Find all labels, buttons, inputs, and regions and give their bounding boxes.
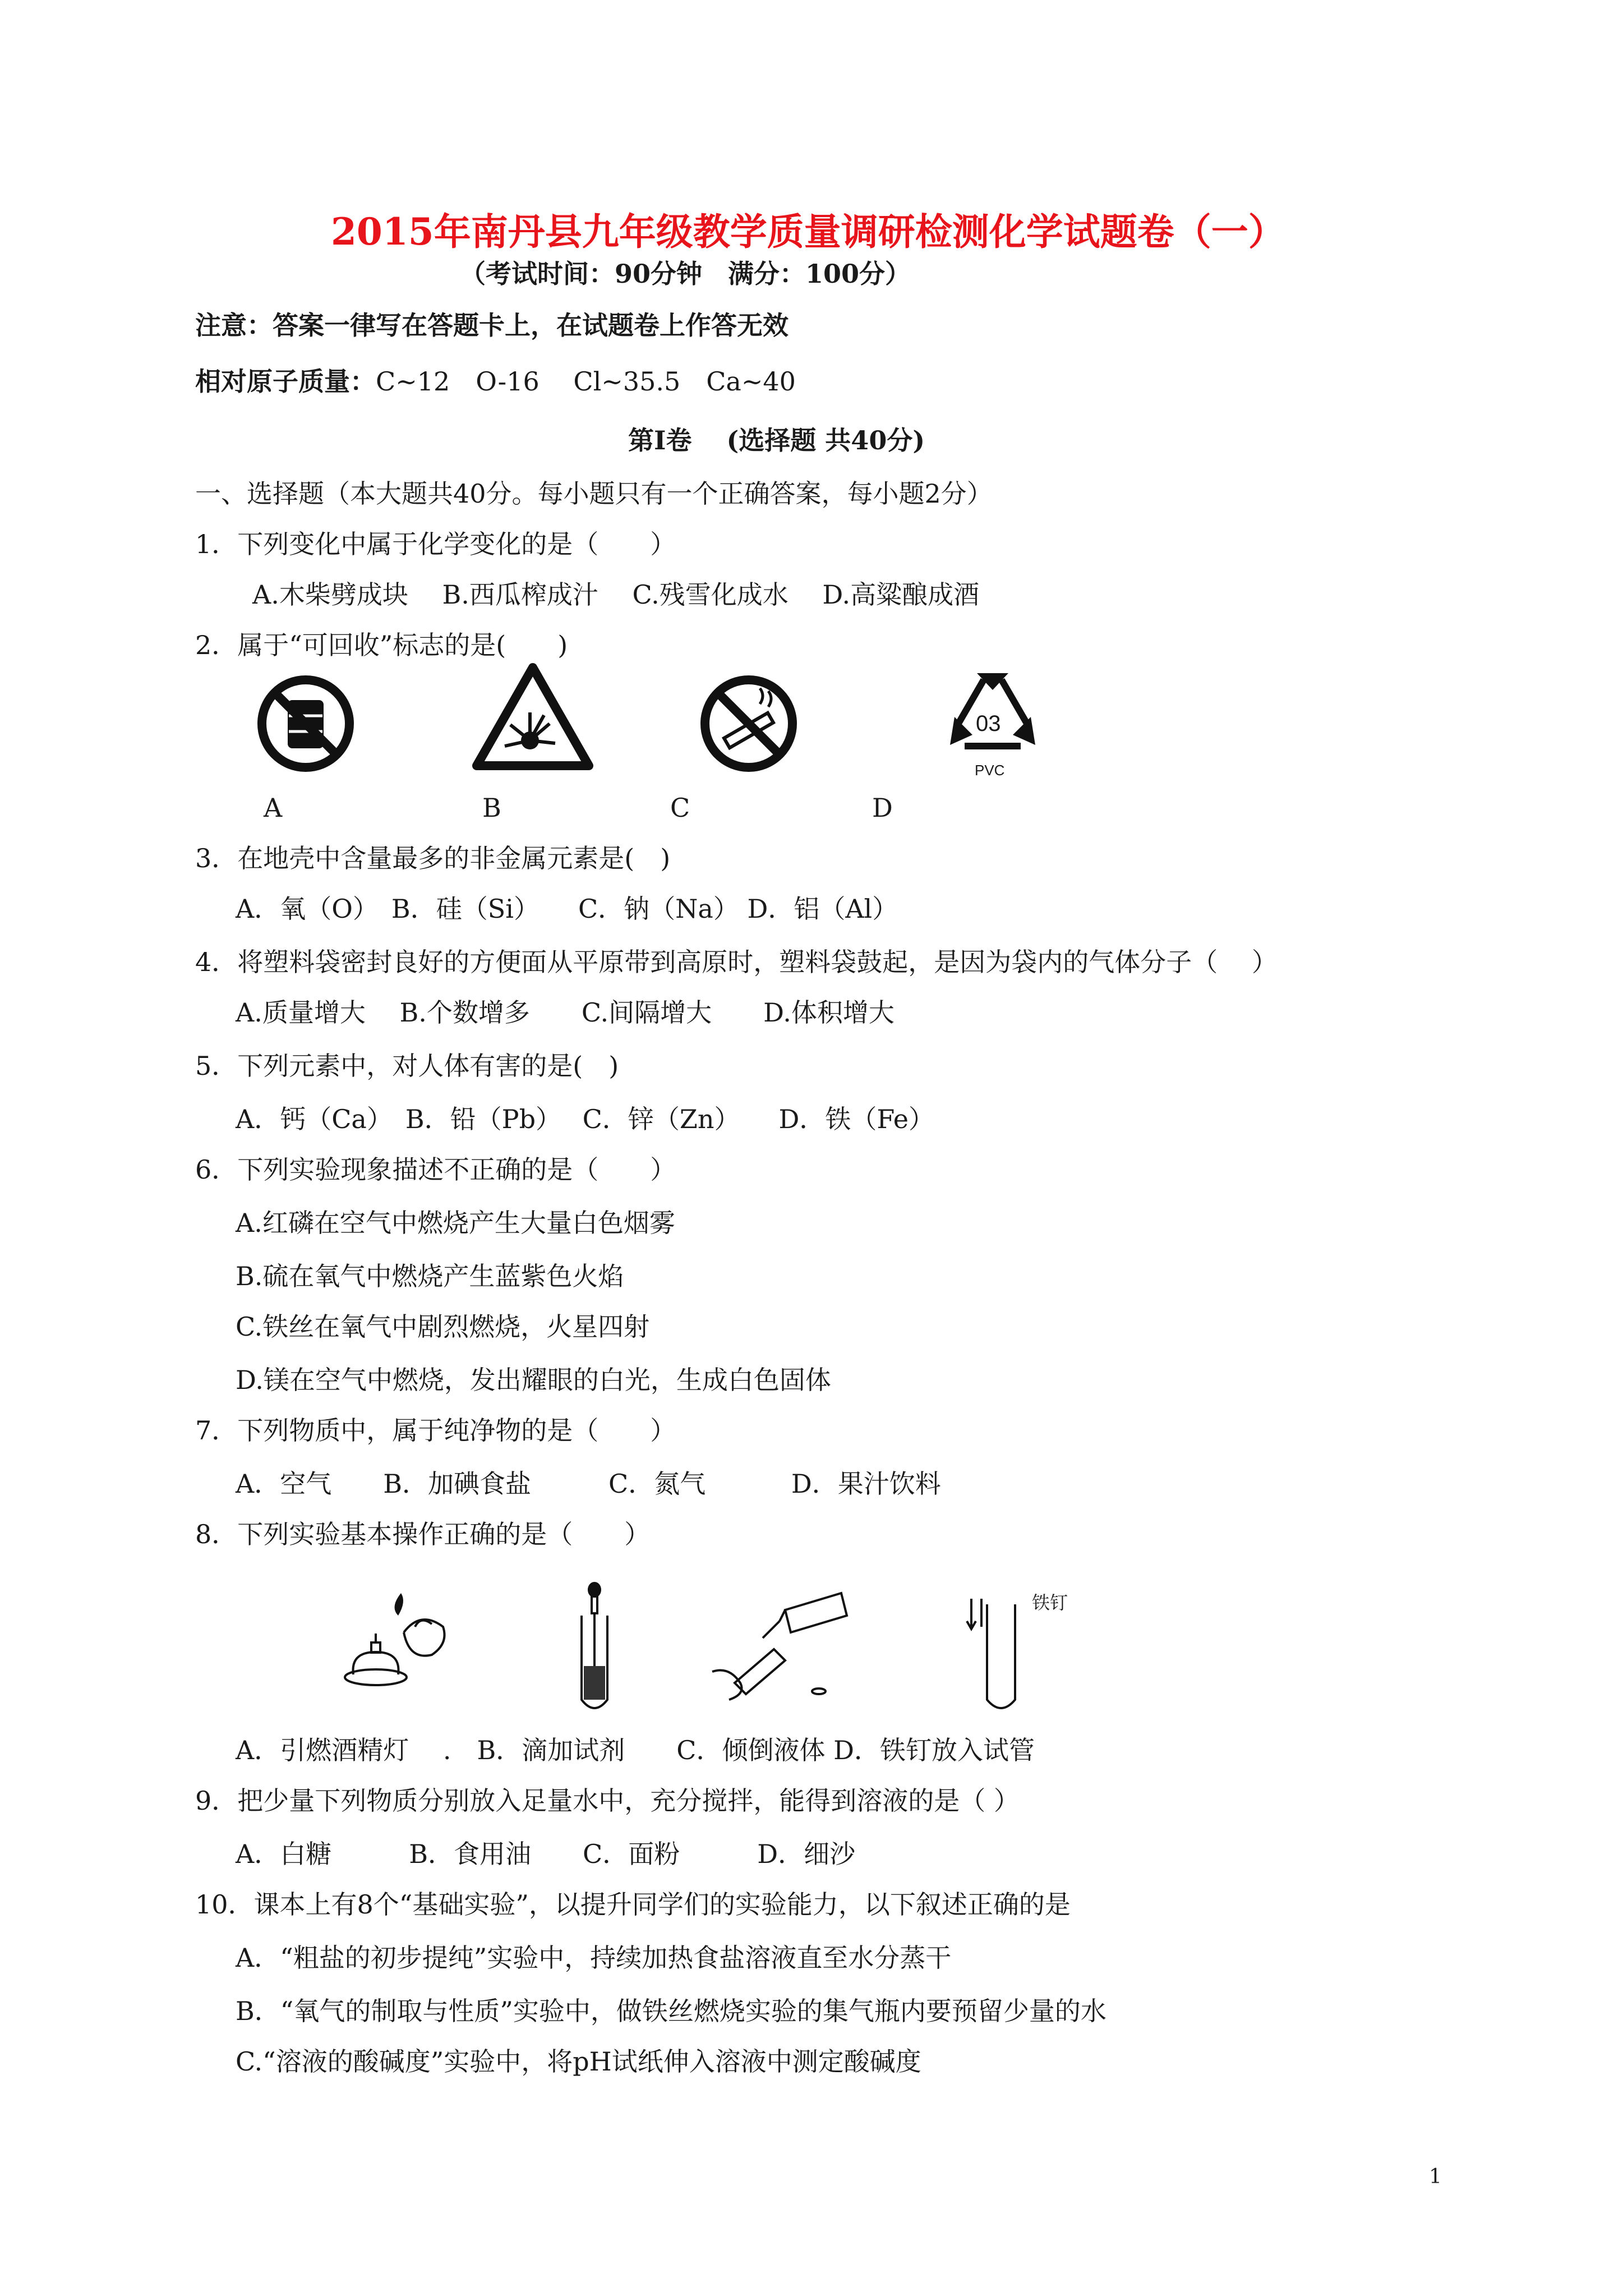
question-1-stem: 1．下列变化中属于化学变化的是（ ） (195, 529, 676, 559)
question-7-stem: 7．下列物质中，属于纯净物的是（ ） (195, 1415, 676, 1446)
question-5-options: A．钙（Ca） B．铅（Pb） C．锌（Zn） D．铁（Fe） (236, 1104, 934, 1134)
alcohol-lamp-icon (336, 1593, 460, 1705)
recycle-material: PVC (975, 762, 1005, 779)
question-6-option-d: D.镁在空气中燃烧，发出耀眼的白光，生成白色固体 (236, 1365, 831, 1395)
dropper-test-tube-icon (569, 1582, 620, 1717)
question-9-options: A．白糖 B．食用油 C．面粉 D．细沙 (236, 1839, 856, 1869)
atomic-mass-values: C~12 O-16 Cl~35.5 Ca~40 (376, 366, 796, 397)
question-2-stem: 2．属于“可回收”标志的是( ) (195, 630, 568, 660)
part-heading: 一、选择题（本大题共40分。每小题只有一个正确答案，每小题2分） (195, 478, 993, 509)
exam-title: 2015年南丹县九年级教学质量调研检测化学试题卷（一） (331, 210, 1285, 254)
question-8-options: A．引燃酒精灯 . B．滴加试剂 C．倾倒液体 D．铁钉放入试管 (236, 1735, 1035, 1765)
question-6-option-a: A.红磷在空气中燃烧产生大量白色烟雾 (236, 1208, 675, 1238)
prohibition-barrel-icon (255, 673, 356, 774)
atomic-mass-line (195, 365, 796, 398)
question-9-stem: 9．把少量下列物质分别放入足量水中，充分搅拌，能得到溶液的是（ ） (195, 1786, 1020, 1816)
question-10-option-a: A．“粗盐的初步提纯”实验中，持续加热食盐溶液直至水分蒸干 (236, 1943, 952, 1973)
recycle-code: 03 (976, 711, 1001, 736)
section-title: 第Ⅰ卷 (选择题 共40分) (628, 425, 925, 455)
explosive-warning-icon (471, 662, 594, 774)
question-10-stem: 10．课本上有8个“基础实验”，以提升同学们的实验能力，以下叙述正确的是 (195, 1889, 1071, 1920)
question-8-stem: 8．下列实验基本操作正确的是（ ） (195, 1519, 651, 1549)
pouring-liquid-icon (701, 1588, 858, 1711)
question-10-option-c: C.“溶液的酸碱度”实验中，将pH试纸伸入溶液中测定酸碱度 (236, 2046, 921, 2077)
no-smoking-icon (698, 673, 799, 774)
question-4-options: A.质量增大 B.个数增多 C.间隔增大 D.体积增大 (236, 997, 895, 1028)
page-number: 1 (1429, 2165, 1442, 2188)
question-6-stem: 6．下列实验现象描述不正确的是（ ） (195, 1154, 676, 1185)
question-6-option-b: B.硫在氧气中燃烧产生蓝紫色火焰 (236, 1261, 624, 1291)
question-7-options: A．空气 B．加碘食盐 C．氮气 D．果汁饮料 (236, 1469, 941, 1499)
sign-label-c: C (670, 793, 690, 823)
exam-subtitle: （考试时间：90分钟 满分：100分） (460, 259, 911, 289)
question-5-stem: 5．下列元素中，对人体有害的是( ) (195, 1051, 619, 1081)
sign-label-b: B (482, 793, 501, 823)
question-3-options: A．氧（O） B．硅（Si） C．钠（Na） D．铝（Al） (236, 894, 898, 924)
notice-text: 注意：答案一律写在答题卡上，在试题卷上作答无效 (195, 310, 789, 341)
question-3-stem: 3．在地壳中含量最多的非金属元素是( ) (195, 843, 671, 873)
question-6-option-c: C.铁丝在氧气中剧烈燃烧，火星四射 (236, 1312, 650, 1342)
question-10-option-b: B．“氧气的制取与性质”实验中，做铁丝燃烧实验的集气瓶内要预留少量的水 (236, 1996, 1106, 2026)
sign-label-d: D (872, 793, 893, 823)
question-1-options: A.木柴劈成块 B.西瓜榨成汁 C.残雪化成水 D.高粱酿成酒 (252, 579, 980, 610)
sign-label-a: A (264, 793, 283, 823)
nail-label: 铁钉 (1032, 1592, 1068, 1613)
question-4-stem: 4．将塑料袋密封良好的方便面从平原带到高原时，塑料袋鼓起，是因为袋内的气体分子（ ） (195, 947, 1278, 977)
atomic-mass-label: 相对原子质量： (195, 366, 376, 397)
